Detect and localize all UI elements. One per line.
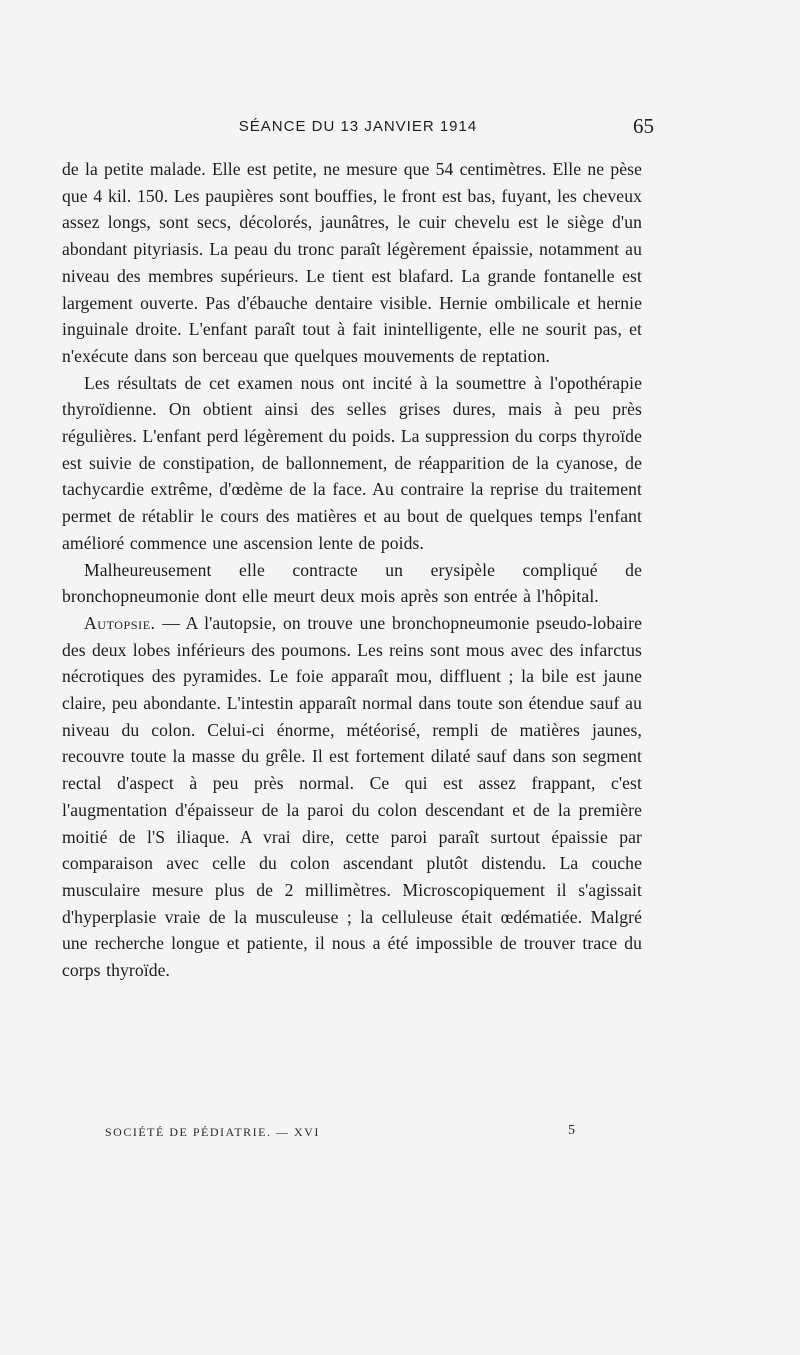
paragraph-outcome: Malheureusement elle contracte un erysipèle compliqué de bronchopneumonie dont elle meurt deux mois après son entrée à l'hôpital. <box>62 559 642 607</box>
paragraph-patient-description: de la petite malade. Elle est petite, ne mesure que 54 centimètres. Elle ne pèse que 4 kil. 150. Les paupières sont bouffies, le front est bas, fuyant, les cheveux assez longs, sont secs, décolorés, jaunâtres, le cuir chevelu est le siège d'un abondant pityriasis. La peau du tronc paraît légèrement épaissie, notamment au niveau des membres supérieurs. Le tient est blafard. La grande fontanelle est largement ouverte. Pas d'ébauche dentaire visible. Hernie ombilicale et hernie inguinale droite. L'enfant paraît tout à fait inintelligente, elle ne sourit pas, et n'exécute dans son berceau que quelques mouvements de reptation. <box>62 159 642 366</box>
paragraph-autopsy <box>62 610 642 984</box>
paragraph-treatment: Les résultats de cet examen nous ont incité à la soumettre à l'opothérapie thyroïdienne. On obtient ainsi des selles grises dures, mais à peu près régulières. L'enfant perd légèrement du poids. La suppression du corps thyroïde est suivie de constipation, de ballonnement, de réapparition de la cyanose, de tachycardie extrême, d'œdème de la face. Au contraire la reprise du traitement permet de rétablir le cours des matières et au bout de quelques temps l'enfant amélioré commence une ascension lente de poids. <box>62 372 642 553</box>
footer-signature-line <box>105 1125 575 1145</box>
printer-signature-mark: SOCIÉTÉ DE PÉDIATRIE. — XVI <box>105 1125 320 1139</box>
body-text <box>62 156 642 984</box>
autopsy-label: Autopsie. <box>84 612 156 633</box>
signature-number: 5 <box>568 1123 575 1138</box>
page-number: 65 <box>633 114 654 138</box>
running-head <box>62 114 654 142</box>
running-title: SÉANCE DU 13 JANVIER 1914 <box>238 118 478 135</box>
autopsy-text: — A l'autopsie, on trouve une bronchopneumonie pseudo-lobaire des deux lobes inférieurs des poumons. Les reins sont mous avec des infarctus nécrotiques des pyramides. Le foie apparaît mou, diffluent ; la bile est jaune claire, peu abondante. L'intestin apparaît normal dans toute son étendue sauf au niveau du colon. Celui-ci énorme, météorisé, rempli de matières jaunes, recouvre toute la masse du grêle. Il est fortement dilaté sauf dans son segment rectal d'aspect à peu près normal. Ce qui est assez frappant, c'est l'augmentation d'épaisseur de la paroi du colon descendant et de la première moitié de l'S iliaque. A vrai dire, cette paroi paraît surtout épaissie par comparaison avec celle du colon ascendant plutôt distendu. La couche musculaire mesure plus de 2 millimètres. Microscopiquement il s'agissait d'hyperplasie vraie de la musculeuse ; la celluleuse était œdématiée. Malgré une recherche longue et patiente, il nous a été impossible de trouver trace du corps thyroïde. <box>62 612 642 981</box>
